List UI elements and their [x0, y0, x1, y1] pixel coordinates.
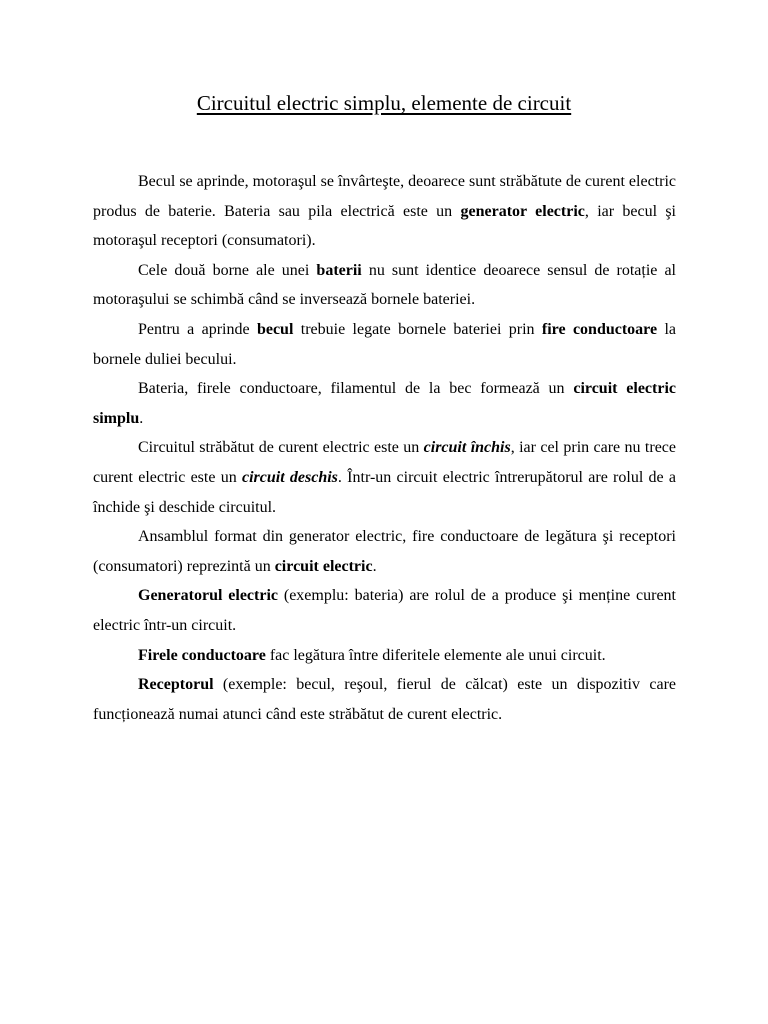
paragraph-text: . — [139, 409, 144, 427]
paragraph — [93, 374, 676, 433]
bold-term: Receptorul — [138, 676, 214, 694]
document-title-text: Circuitul electric simplu, elemente de circuit — [196, 91, 572, 115]
bold-term: circuit electric — [274, 557, 373, 575]
paragraph-text: Bateria, firele conductoare, filamentul de la bec formează un — [138, 380, 574, 398]
bold-term: Generatorul electric — [138, 587, 279, 605]
bold-term: generator electric — [460, 202, 585, 220]
document-body — [93, 167, 676, 729]
paragraph-text: fac legătura între diferitele elemente ale unui circuit. — [265, 646, 606, 664]
paragraph — [93, 522, 676, 581]
paragraph-text: Circuitul străbătut de curent electric este un — [138, 439, 424, 457]
paragraph-text: (exemplu: bateria) are rolul de a produce şi menține curent electric într-un circuit. — [93, 587, 676, 634]
paragraph-text: Ansamblul format din generator electric, fire conductoare de legătura şi receptori (consumatori) reprezintă un — [93, 528, 676, 575]
paragraph-text: la bornele duliei becului. — [93, 320, 677, 368]
paragraph-text: (exemple: becul, reşoul, fierul de călcat) este un dispozitiv care funcționează numai atunci când este străbătut de curent electric. — [93, 676, 676, 723]
paragraph-text: Pentru a aprinde — [138, 320, 257, 338]
paragraph-text: . — [372, 557, 377, 575]
paragraph-text: nu sunt identice deoarece sensul de rotație al motoraşului se schimbă când se inversează bornele bateriei. — [93, 261, 677, 309]
bold-term: becul — [256, 320, 294, 338]
paragraph — [93, 581, 676, 640]
paragraph — [93, 167, 676, 256]
paragraph — [93, 670, 676, 729]
paragraph — [93, 256, 676, 315]
paragraph — [93, 433, 676, 522]
paragraph-text: trebuie legate bornele bateriei prin — [293, 320, 542, 338]
bold-italic-term: circuit deschis — [241, 468, 338, 486]
bold-term: baterii — [316, 261, 362, 279]
paragraph-text: Becul se aprinde, motoraşul se învârteşte, deoarece sunt străbătute de curent electric produs de baterie. Bateria sau pila electrică este un — [93, 173, 676, 220]
bold-italic-term: circuit închis — [423, 439, 511, 457]
bold-term: circuit electric simplu — [93, 380, 676, 427]
document-title — [0, 88, 768, 118]
paragraph — [93, 315, 676, 374]
paragraph-text: . Într-un circuit electric întrerupătorul are rolul de a închide şi deschide circuitul. — [93, 468, 677, 516]
bold-term: fire conductoare — [541, 320, 658, 338]
bold-term: Firele conductoare — [138, 646, 266, 664]
paragraph-text: , iar becul şi motoraşul receptori (consumatori). — [93, 202, 677, 250]
paragraph-text: Cele două borne ale unei — [138, 261, 317, 279]
paragraph — [93, 641, 676, 671]
paragraph-text: , iar cel prin care nu trece curent electric este un — [93, 439, 676, 486]
